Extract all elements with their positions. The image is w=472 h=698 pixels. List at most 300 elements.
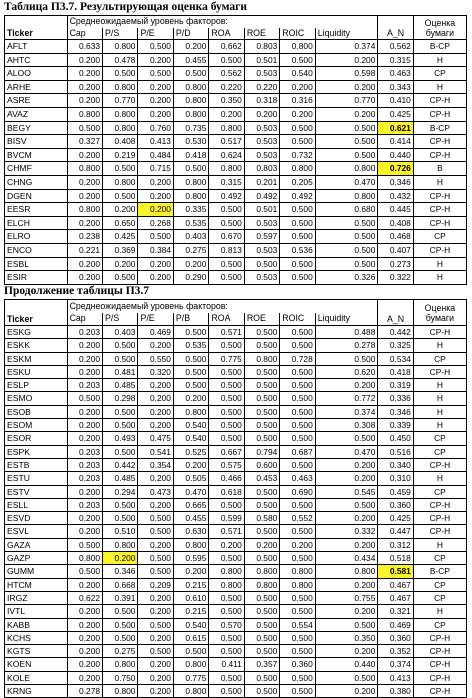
roa-cell: 0.500 bbox=[209, 203, 244, 217]
pd-cell: 0.500 bbox=[173, 162, 208, 176]
rating-cell: СР-Н bbox=[413, 216, 466, 230]
roe-cell: 0.597 bbox=[244, 230, 279, 244]
rating-cell: В bbox=[413, 162, 466, 176]
roic-cell: 0.800 bbox=[280, 162, 315, 176]
pd-cell: 0.800 bbox=[173, 658, 208, 671]
an-cell: 0.352 bbox=[378, 645, 413, 658]
an-cell: 0.336 bbox=[378, 392, 413, 405]
an-cell: 0.442 bbox=[378, 326, 413, 339]
ticker-cell: ESKG bbox=[5, 326, 68, 339]
ticker-cell: CHMF bbox=[5, 162, 68, 176]
roic-cell: 0.200 bbox=[280, 107, 315, 121]
ps-cell: 0.485 bbox=[103, 472, 138, 485]
pd-cell: 0.335 bbox=[173, 203, 208, 217]
rating-cell: СР-Н bbox=[413, 135, 466, 149]
cap-cell: 0.200 bbox=[67, 339, 102, 352]
table-row bbox=[5, 339, 467, 352]
cap-cell: 0.200 bbox=[67, 578, 102, 591]
rating-cell: СР-Н bbox=[413, 326, 466, 339]
rating-cell: СР-Н bbox=[413, 203, 466, 217]
cap-cell: 0.200 bbox=[67, 365, 102, 378]
pd-cell: 0.535 bbox=[173, 216, 208, 230]
rating-cell: СР-Н bbox=[413, 631, 466, 644]
ticker-cell: ASRE bbox=[5, 94, 68, 108]
table-row bbox=[5, 257, 467, 271]
pe-cell: 0.268 bbox=[138, 216, 173, 230]
roe-cell: 0.500 bbox=[244, 392, 279, 405]
table-row bbox=[5, 565, 467, 578]
roa-cell: 0.624 bbox=[209, 148, 244, 162]
liquidity-cell: 0.680 bbox=[315, 203, 378, 217]
roic-cell: 0.800 bbox=[280, 40, 315, 54]
roic-cell: 0.492 bbox=[280, 189, 315, 203]
roic-cell: 0.500 bbox=[280, 257, 315, 271]
cap-cell: 0.238 bbox=[67, 230, 102, 244]
roic-cell: 0.500 bbox=[280, 671, 315, 684]
pd-cell: 0.540 bbox=[173, 618, 208, 631]
ps-cell: 0.770 bbox=[103, 94, 138, 108]
liquidity-cell: 0.200 bbox=[315, 512, 378, 525]
cap-cell: 0.633 bbox=[67, 40, 102, 54]
an-cell: 0.408 bbox=[378, 216, 413, 230]
cap-cell: 0.200 bbox=[67, 658, 102, 671]
ticker-cell: ESTB bbox=[5, 458, 68, 471]
roe-cell: 0.503 bbox=[244, 216, 279, 230]
ps-cell: 0.668 bbox=[103, 578, 138, 591]
roe-cell: 0.500 bbox=[244, 419, 279, 432]
an-cell: 0.321 bbox=[378, 605, 413, 618]
cap-cell: 0.278 bbox=[67, 685, 102, 698]
rating-cell: СР-Н bbox=[413, 107, 466, 121]
table-row bbox=[5, 94, 467, 108]
roe-cell: 0.501 bbox=[244, 53, 279, 67]
pd-cell: 0.500 bbox=[173, 379, 208, 392]
roe-cell: 0.492 bbox=[244, 189, 279, 203]
ps-cell: 0.485 bbox=[103, 379, 138, 392]
table1-title: Таблица П3.7. Результирующая оценка бумаги bbox=[4, 1, 247, 13]
liquidity-cell: 0.332 bbox=[315, 525, 378, 538]
cap-cell: 0.203 bbox=[67, 445, 102, 458]
roic-cell: 0.500 bbox=[280, 271, 315, 285]
liquidity-cell: 0.598 bbox=[315, 67, 378, 81]
table-row bbox=[5, 216, 467, 230]
an-header: A_N bbox=[378, 16, 413, 40]
rating-cell: Н bbox=[413, 538, 466, 551]
pd-cell: 0.200 bbox=[173, 257, 208, 271]
rating-cell: СР-Н bbox=[413, 498, 466, 511]
results-table bbox=[4, 15, 467, 285]
an-cell: 0.312 bbox=[378, 538, 413, 551]
ticker-cell: ESOM bbox=[5, 419, 68, 432]
rating-cell: Н bbox=[413, 379, 466, 392]
pd-cell: 0.630 bbox=[173, 525, 208, 538]
pe-cell: 0.500 bbox=[138, 552, 173, 565]
table-row bbox=[5, 352, 467, 365]
liquidity-cell: 0.200 bbox=[315, 80, 378, 94]
roa-cell: 0.662 bbox=[209, 40, 244, 54]
rating-cell: СР bbox=[413, 618, 466, 631]
rating-cell: В-СР bbox=[413, 565, 466, 578]
pd-cell: 0.800 bbox=[173, 80, 208, 94]
liquidity-cell: 0.620 bbox=[315, 365, 378, 378]
roic-cell: 0.463 bbox=[280, 472, 315, 485]
roa-cell: 0.813 bbox=[209, 243, 244, 257]
roe-cell: 0.503 bbox=[244, 271, 279, 285]
an-cell: 0.340 bbox=[378, 458, 413, 471]
pd-cell: 0.418 bbox=[173, 148, 208, 162]
roic-cell: 0.500 bbox=[280, 645, 315, 658]
an-cell: 0.339 bbox=[378, 419, 413, 432]
column-header: Liquidity bbox=[315, 28, 378, 40]
rating-cell: Н bbox=[413, 405, 466, 418]
pe-cell: 0.200 bbox=[138, 631, 173, 644]
pe-cell: 0.500 bbox=[138, 565, 173, 578]
table-row bbox=[5, 203, 467, 217]
liquidity-cell: 0.308 bbox=[315, 419, 378, 432]
ticker-cell: ESLP bbox=[5, 379, 68, 392]
roe-cell: 0.500 bbox=[244, 257, 279, 271]
roic-cell: 0.500 bbox=[280, 135, 315, 149]
ticker-cell: AHTC bbox=[5, 53, 68, 67]
pe-cell: 0.550 bbox=[138, 352, 173, 365]
an-cell: 0.413 bbox=[378, 671, 413, 684]
table-row bbox=[5, 485, 467, 498]
column-header: Cap bbox=[67, 28, 102, 40]
cap-cell: 0.200 bbox=[67, 271, 102, 285]
table-row bbox=[5, 498, 467, 511]
ps-cell: 0.200 bbox=[103, 552, 138, 565]
table-row bbox=[5, 405, 467, 418]
liquidity-cell: 0.200 bbox=[315, 605, 378, 618]
pe-cell: 0.475 bbox=[138, 432, 173, 445]
rating-cell: СР bbox=[413, 67, 466, 81]
rating-cell: СР-Н bbox=[413, 525, 466, 538]
roic-cell: 0.500 bbox=[280, 605, 315, 618]
ps-cell: 0.403 bbox=[103, 326, 138, 339]
ps-cell: 0.298 bbox=[103, 392, 138, 405]
pe-cell: 0.760 bbox=[138, 121, 173, 135]
roe-cell: 0.500 bbox=[244, 631, 279, 644]
column-header: P/S bbox=[103, 313, 138, 326]
roe-cell: 0.500 bbox=[244, 405, 279, 418]
an-cell: 0.418 bbox=[378, 365, 413, 378]
cap-cell: 0.200 bbox=[67, 352, 102, 365]
roe-cell: 0.500 bbox=[244, 618, 279, 631]
pe-cell: 0.200 bbox=[138, 175, 173, 189]
liquidity-cell: 0.488 bbox=[315, 326, 378, 339]
table-row bbox=[5, 162, 467, 176]
pe-cell: 0.413 bbox=[138, 135, 173, 149]
roe-cell: 0.501 bbox=[244, 203, 279, 217]
liquidity-cell: 0.500 bbox=[315, 498, 378, 511]
liquidity-cell: 0.374 bbox=[315, 40, 378, 54]
ps-cell: 0.500 bbox=[103, 189, 138, 203]
ps-cell: 0.800 bbox=[103, 685, 138, 698]
rating-cell: Н bbox=[413, 175, 466, 189]
cap-cell: 0.200 bbox=[67, 80, 102, 94]
roe-cell: 0.800 bbox=[244, 578, 279, 591]
pe-cell: 0.200 bbox=[138, 189, 173, 203]
rating-cell: СР bbox=[413, 485, 466, 498]
liquidity-cell: 0.500 bbox=[315, 230, 378, 244]
ps-cell: 0.200 bbox=[103, 257, 138, 271]
ticker-cell: AFLT bbox=[5, 40, 68, 54]
table-row bbox=[5, 658, 467, 671]
ticker-cell: AVAZ bbox=[5, 107, 68, 121]
cap-cell: 0.200 bbox=[67, 419, 102, 432]
roa-cell: 0.571 bbox=[209, 525, 244, 538]
pe-cell: 0.500 bbox=[138, 512, 173, 525]
rating-header: Оценка бумаги bbox=[413, 300, 466, 326]
column-header: ROIC bbox=[280, 28, 315, 40]
pd-cell: 0.215 bbox=[173, 578, 208, 591]
an-cell: 0.310 bbox=[378, 472, 413, 485]
rating-header: Оценка бумаги bbox=[413, 16, 466, 40]
an-header: A_N bbox=[378, 300, 413, 326]
an-cell: 0.273 bbox=[378, 257, 413, 271]
ticker-cell: GAZA bbox=[5, 538, 68, 551]
ticker-cell: HTCM bbox=[5, 578, 68, 591]
roe-cell: 0.500 bbox=[244, 671, 279, 684]
table-row bbox=[5, 271, 467, 285]
rating-cell: Н bbox=[413, 392, 466, 405]
pe-cell: 0.200 bbox=[138, 53, 173, 67]
ps-cell: 0.500 bbox=[103, 445, 138, 458]
cap-cell: 0.500 bbox=[67, 392, 102, 405]
pd-cell: 0.470 bbox=[173, 485, 208, 498]
roic-cell: 0.500 bbox=[280, 365, 315, 378]
roic-cell: 0.500 bbox=[280, 419, 315, 432]
liquidity-cell: 0.200 bbox=[315, 685, 378, 698]
ps-cell: 0.200 bbox=[103, 203, 138, 217]
roe-cell: 0.600 bbox=[244, 458, 279, 471]
rating-cell: В-СР bbox=[413, 40, 466, 54]
cap-cell: 0.203 bbox=[67, 379, 102, 392]
liquidity-cell: 0.500 bbox=[315, 243, 378, 257]
an-cell: 0.450 bbox=[378, 432, 413, 445]
an-cell: 0.562 bbox=[378, 40, 413, 54]
ps-cell: 0.346 bbox=[103, 565, 138, 578]
table-row bbox=[5, 645, 467, 658]
roic-cell: 0.200 bbox=[280, 80, 315, 94]
table-row bbox=[5, 631, 467, 644]
roa-cell: 0.500 bbox=[209, 271, 244, 285]
ticker-cell: ESLL bbox=[5, 498, 68, 511]
pe-cell: 0.200 bbox=[138, 405, 173, 418]
cap-cell: 0.200 bbox=[67, 53, 102, 67]
roa-cell: 0.500 bbox=[209, 552, 244, 565]
roa-cell: 0.562 bbox=[209, 67, 244, 81]
ps-cell: 0.500 bbox=[103, 405, 138, 418]
header-row bbox=[5, 300, 467, 313]
pe-cell: 0.500 bbox=[138, 645, 173, 658]
rating-cell: СР-Н bbox=[413, 685, 466, 698]
liquidity-cell: 0.500 bbox=[315, 432, 378, 445]
roa-cell: 0.500 bbox=[209, 605, 244, 618]
pd-cell: 0.665 bbox=[173, 498, 208, 511]
ps-cell: 0.500 bbox=[103, 419, 138, 432]
ticker-cell: ESVL bbox=[5, 525, 68, 538]
roe-cell: 0.500 bbox=[244, 379, 279, 392]
roe-cell: 0.800 bbox=[244, 565, 279, 578]
an-cell: 0.360 bbox=[378, 631, 413, 644]
ticker-cell: IVTL bbox=[5, 605, 68, 618]
column-header: P/S bbox=[103, 28, 138, 40]
ticker-cell: ESOR bbox=[5, 432, 68, 445]
an-cell: 0.463 bbox=[378, 67, 413, 81]
cap-cell: 0.203 bbox=[67, 458, 102, 471]
ps-cell: 0.425 bbox=[103, 230, 138, 244]
roa-cell: 0.775 bbox=[209, 352, 244, 365]
rating-cell: СР-Н bbox=[413, 94, 466, 108]
ps-cell: 0.275 bbox=[103, 645, 138, 658]
roa-cell: 0.500 bbox=[209, 365, 244, 378]
roe-cell: 0.500 bbox=[244, 498, 279, 511]
ps-cell: 0.800 bbox=[103, 40, 138, 54]
roa-cell: 0.670 bbox=[209, 230, 244, 244]
pe-cell: 0.200 bbox=[138, 80, 173, 94]
rating-cell: СР-Н bbox=[413, 658, 466, 671]
ticker-cell: BISV bbox=[5, 135, 68, 149]
roe-cell: 0.803 bbox=[244, 162, 279, 176]
column-header: ROA bbox=[209, 313, 244, 326]
cap-cell: 0.200 bbox=[67, 432, 102, 445]
roic-cell: 0.500 bbox=[280, 552, 315, 565]
liquidity-cell: 0.326 bbox=[315, 271, 378, 285]
roe-cell: 0.500 bbox=[244, 605, 279, 618]
cap-cell: 0.200 bbox=[67, 189, 102, 203]
rating-cell: СР bbox=[413, 432, 466, 445]
liquidity-cell: 0.200 bbox=[315, 578, 378, 591]
table-row bbox=[5, 538, 467, 551]
table-row bbox=[5, 379, 467, 392]
roa-cell: 0.500 bbox=[209, 631, 244, 644]
rating-cell: Н bbox=[413, 53, 466, 67]
liquidity-cell: 0.500 bbox=[315, 216, 378, 230]
roic-cell: 0.316 bbox=[280, 94, 315, 108]
ps-cell: 0.294 bbox=[103, 485, 138, 498]
pe-cell: 0.200 bbox=[138, 339, 173, 352]
roe-cell: 0.500 bbox=[244, 365, 279, 378]
pd-cell: 0.800 bbox=[173, 94, 208, 108]
table-row bbox=[5, 392, 467, 405]
table-row bbox=[5, 326, 467, 339]
cap-cell: 0.200 bbox=[67, 94, 102, 108]
rating-cell: СР bbox=[413, 552, 466, 565]
ticker-cell: ENCO bbox=[5, 243, 68, 257]
table-row bbox=[5, 671, 467, 684]
roic-cell: 0.205 bbox=[280, 175, 315, 189]
pd-cell: 0.540 bbox=[173, 432, 208, 445]
table-row bbox=[5, 578, 467, 591]
cap-cell: 0.200 bbox=[67, 485, 102, 498]
ticker-cell: ELCH bbox=[5, 216, 68, 230]
roe-cell: 0.500 bbox=[244, 525, 279, 538]
ps-cell: 0.500 bbox=[103, 605, 138, 618]
ps-cell: 0.500 bbox=[103, 512, 138, 525]
an-cell: 0.407 bbox=[378, 243, 413, 257]
pe-cell: 0.484 bbox=[138, 148, 173, 162]
roa-cell: 0.500 bbox=[209, 405, 244, 418]
ps-cell: 0.800 bbox=[103, 658, 138, 671]
roic-cell: 0.360 bbox=[280, 658, 315, 671]
rating-cell: СР-Н bbox=[413, 148, 466, 162]
liquidity-cell: 0.500 bbox=[315, 148, 378, 162]
table-row bbox=[5, 685, 467, 698]
ticker-cell: ESKU bbox=[5, 365, 68, 378]
pd-cell: 0.290 bbox=[173, 271, 208, 285]
roe-cell: 0.200 bbox=[244, 538, 279, 551]
an-cell: 0.468 bbox=[378, 230, 413, 244]
column-header: Cap bbox=[67, 313, 102, 326]
ps-cell: 0.219 bbox=[103, 148, 138, 162]
cap-cell: 0.200 bbox=[67, 645, 102, 658]
ps-cell: 0.500 bbox=[103, 67, 138, 81]
an-cell: 0.534 bbox=[378, 352, 413, 365]
an-cell: 0.343 bbox=[378, 80, 413, 94]
pe-cell: 0.500 bbox=[138, 67, 173, 81]
pe-cell: 0.200 bbox=[138, 591, 173, 604]
ticker-cell: ESTU bbox=[5, 472, 68, 485]
ps-cell: 0.369 bbox=[103, 243, 138, 257]
roa-cell: 0.500 bbox=[209, 392, 244, 405]
roe-cell: 0.503 bbox=[244, 135, 279, 149]
pd-cell: 0.530 bbox=[173, 135, 208, 149]
liquidity-cell: 0.545 bbox=[315, 485, 378, 498]
roic-cell: 0.500 bbox=[280, 379, 315, 392]
roe-cell: 0.500 bbox=[244, 432, 279, 445]
pd-cell: 0.215 bbox=[173, 605, 208, 618]
ps-cell: 0.493 bbox=[103, 432, 138, 445]
an-cell: 0.325 bbox=[378, 339, 413, 352]
roa-cell: 0.667 bbox=[209, 445, 244, 458]
cap-cell: 0.221 bbox=[67, 243, 102, 257]
rating-cell: СР-Н bbox=[413, 243, 466, 257]
roic-cell: 0.500 bbox=[280, 458, 315, 471]
liquidity-cell: 0.500 bbox=[315, 618, 378, 631]
roe-cell: 0.803 bbox=[244, 40, 279, 54]
liquidity-cell: 0.500 bbox=[315, 671, 378, 684]
pd-cell: 0.595 bbox=[173, 552, 208, 565]
ps-cell: 0.391 bbox=[103, 591, 138, 604]
rating-cell: Н bbox=[413, 271, 466, 285]
pe-cell: 0.384 bbox=[138, 243, 173, 257]
pe-cell: 0.500 bbox=[138, 525, 173, 538]
pd-cell: 0.500 bbox=[173, 352, 208, 365]
roic-cell: 0.500 bbox=[280, 498, 315, 511]
ps-cell: 0.800 bbox=[103, 80, 138, 94]
rating-cell: В-СР bbox=[413, 121, 466, 135]
roic-cell: 0.500 bbox=[280, 203, 315, 217]
pd-cell: 0.200 bbox=[173, 392, 208, 405]
liquidity-cell: 0.772 bbox=[315, 392, 378, 405]
ps-cell: 0.800 bbox=[103, 107, 138, 121]
pe-cell: 0.354 bbox=[138, 458, 173, 471]
cap-cell: 0.200 bbox=[67, 671, 102, 684]
ticker-cell: ESKK bbox=[5, 339, 68, 352]
roa-cell: 0.200 bbox=[209, 538, 244, 551]
ticker-cell: BVCM bbox=[5, 148, 68, 162]
table-row bbox=[5, 525, 467, 538]
roa-cell: 0.500 bbox=[209, 685, 244, 698]
pd-cell: 0.800 bbox=[173, 538, 208, 551]
liquidity-cell: 0.200 bbox=[315, 472, 378, 485]
an-cell: 0.621 bbox=[378, 121, 413, 135]
roic-cell: 0.536 bbox=[280, 243, 315, 257]
roe-cell: 0.201 bbox=[244, 175, 279, 189]
roe-cell: 0.500 bbox=[244, 485, 279, 498]
roic-cell: 0.540 bbox=[280, 67, 315, 81]
